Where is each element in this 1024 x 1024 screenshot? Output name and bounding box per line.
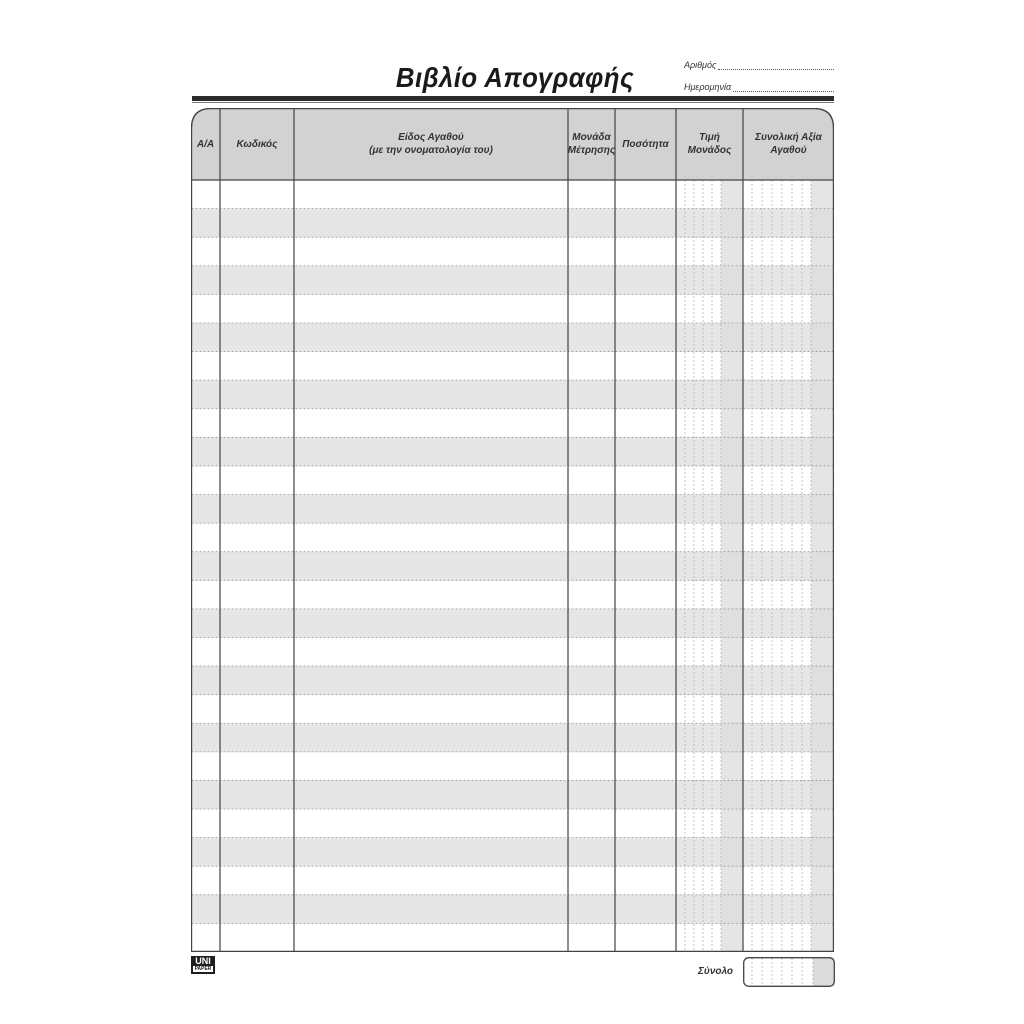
brand-logo xyxy=(191,956,215,974)
inventory-table xyxy=(191,108,834,952)
brand-name: UNI xyxy=(195,956,211,966)
header-quantity: Ποσότητα xyxy=(622,138,669,150)
header-unit-price: Τιμή Μονάδος xyxy=(687,132,732,156)
header-code: Κωδικός xyxy=(236,138,278,150)
header-aa: Α/Α xyxy=(196,138,215,150)
number-dotted-line xyxy=(718,61,834,70)
header-total-value: Συνολική Αξία Αγαθού xyxy=(755,132,822,156)
total-decimal-cell xyxy=(813,958,834,987)
table-grid xyxy=(191,108,834,952)
number-label: Αριθμός xyxy=(684,60,717,70)
title-rule-thick xyxy=(192,96,834,101)
title-rule-thin xyxy=(192,102,834,103)
date-field[interactable] xyxy=(684,82,834,92)
header-unit: Μονάδα Μέτρησης xyxy=(567,132,616,156)
brand-sub: PAPER xyxy=(194,966,212,972)
number-field[interactable] xyxy=(684,60,834,70)
total-label: Σύνολο xyxy=(698,966,734,977)
unit-price-decimal-column xyxy=(721,180,743,952)
page-title: Βιβλίο Απογραφής xyxy=(395,62,635,93)
date-label: Ημερομηνία xyxy=(684,82,732,92)
total-box[interactable] xyxy=(743,957,835,987)
header-item: Είδος Αγαθού (με την ονοματολογία του) xyxy=(369,132,493,156)
total-value-decimal-column xyxy=(811,180,834,952)
date-dotted-line xyxy=(733,83,834,92)
